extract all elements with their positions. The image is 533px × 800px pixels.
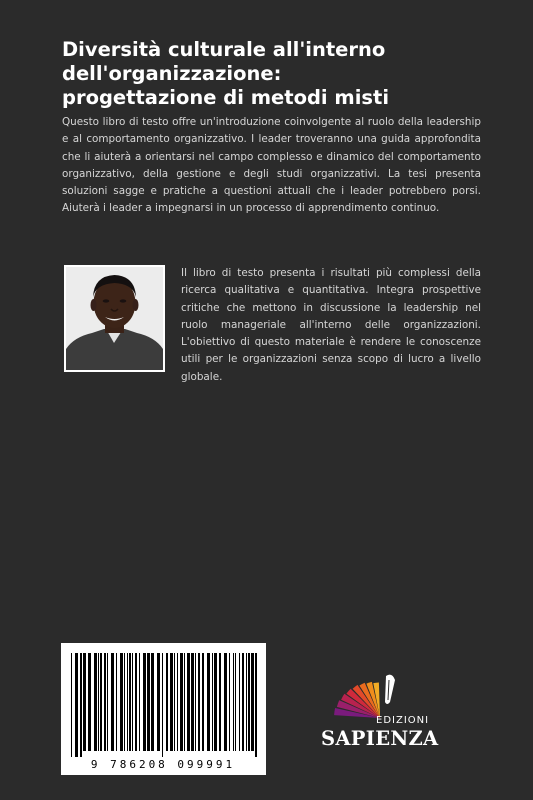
book-description: Questo libro di testo offre un'introduzione coinvolgente al ruolo della leadership e al comportamento organizzativo. I leader troveranno una guida approfondita che li aiuterà a orientarsi nel campo complesso e dinamico del comportamento organizzativo, della gestione e degli studi organizzativi. La tesi presenta soluzioni sagge e pratiche a questioni attuali che i leader potrebbero porsi. Aiuterà i leader a impegnarsi in un processo di apprendimento continuo. [62,116,481,215]
barcode-bar [80,653,82,757]
barcode-bar [124,653,125,751]
barcode-bar [83,653,86,751]
barcode-bar [214,653,217,751]
barcode-image [61,643,266,775]
barcode-bar [246,653,247,751]
barcode-bar [147,653,150,751]
barcode-bar [198,653,200,751]
barcode-bar [248,653,250,751]
barcode-bar [143,653,146,751]
barcode-bar [180,653,183,751]
barcode-bar [75,653,78,757]
barcode-bar [166,653,168,751]
barcode-bar [151,653,154,751]
barcode-bar [170,653,173,751]
barcode-bar [202,653,204,751]
barcode-bar [88,653,91,751]
barcode-bar [157,653,160,751]
barcode [61,643,266,775]
barcode-bar [235,653,236,751]
title-line-3: progettazione di metodi misti [62,86,390,109]
isbn-number: 9 786208 099991 [90,758,236,771]
barcode-bar [242,653,244,751]
barcode-bar [174,653,175,751]
barcode-bar [100,653,102,751]
barcode-bar [224,653,227,751]
barcode-bar [255,653,257,757]
barcode-bar [233,653,234,751]
barcode-bar [107,653,108,751]
barcode-bar [251,653,254,751]
barcode-bar [132,653,133,751]
barcode-bar [120,653,123,751]
barcode-bar [184,653,185,751]
barcode-bar [191,653,194,751]
barcode-bar [71,653,72,757]
barcode-bar [139,653,140,751]
barcode-bar [104,653,106,751]
barcode-bar [229,653,230,751]
barcode-bar [116,653,117,751]
barcode-bar [98,653,99,751]
author-portrait-image [66,267,163,370]
barcode-bar [129,653,131,751]
barcode-bar [94,653,97,751]
barcode-bar [212,653,213,751]
publisher-label: EDIZIONI [376,715,430,726]
title-line-2: dell'organizzazione: [62,62,282,85]
barcode-bar [127,653,128,751]
barcode-bar [207,653,210,751]
barcode-bar [239,653,240,751]
author-photo [64,265,165,372]
barcode-bar [177,653,178,751]
barcode-bar [111,653,114,751]
barcode-bar [187,653,190,751]
barcode-bar [195,653,196,751]
barcode-bar [135,653,137,751]
barcode-bar [162,653,163,757]
author-blurb: Il libro di testo presenta i risultati più complessi della ricerca qualitativa e quantitativa. Integra prospettive critiche che mettono in discussione la leadership nel ruolo manageriale all'interno delle organizzazioni. L'obiettivo di questo materiale è rendere le conoscenze utili per le organizzazioni senza scopo di lucro a livello globale. [181,267,481,383]
book-title [62,38,502,110]
title-line-1: Diversità culturale all'interno [62,38,386,61]
barcode-bar [219,653,221,751]
publisher-name: SAPIENZA [321,727,439,750]
